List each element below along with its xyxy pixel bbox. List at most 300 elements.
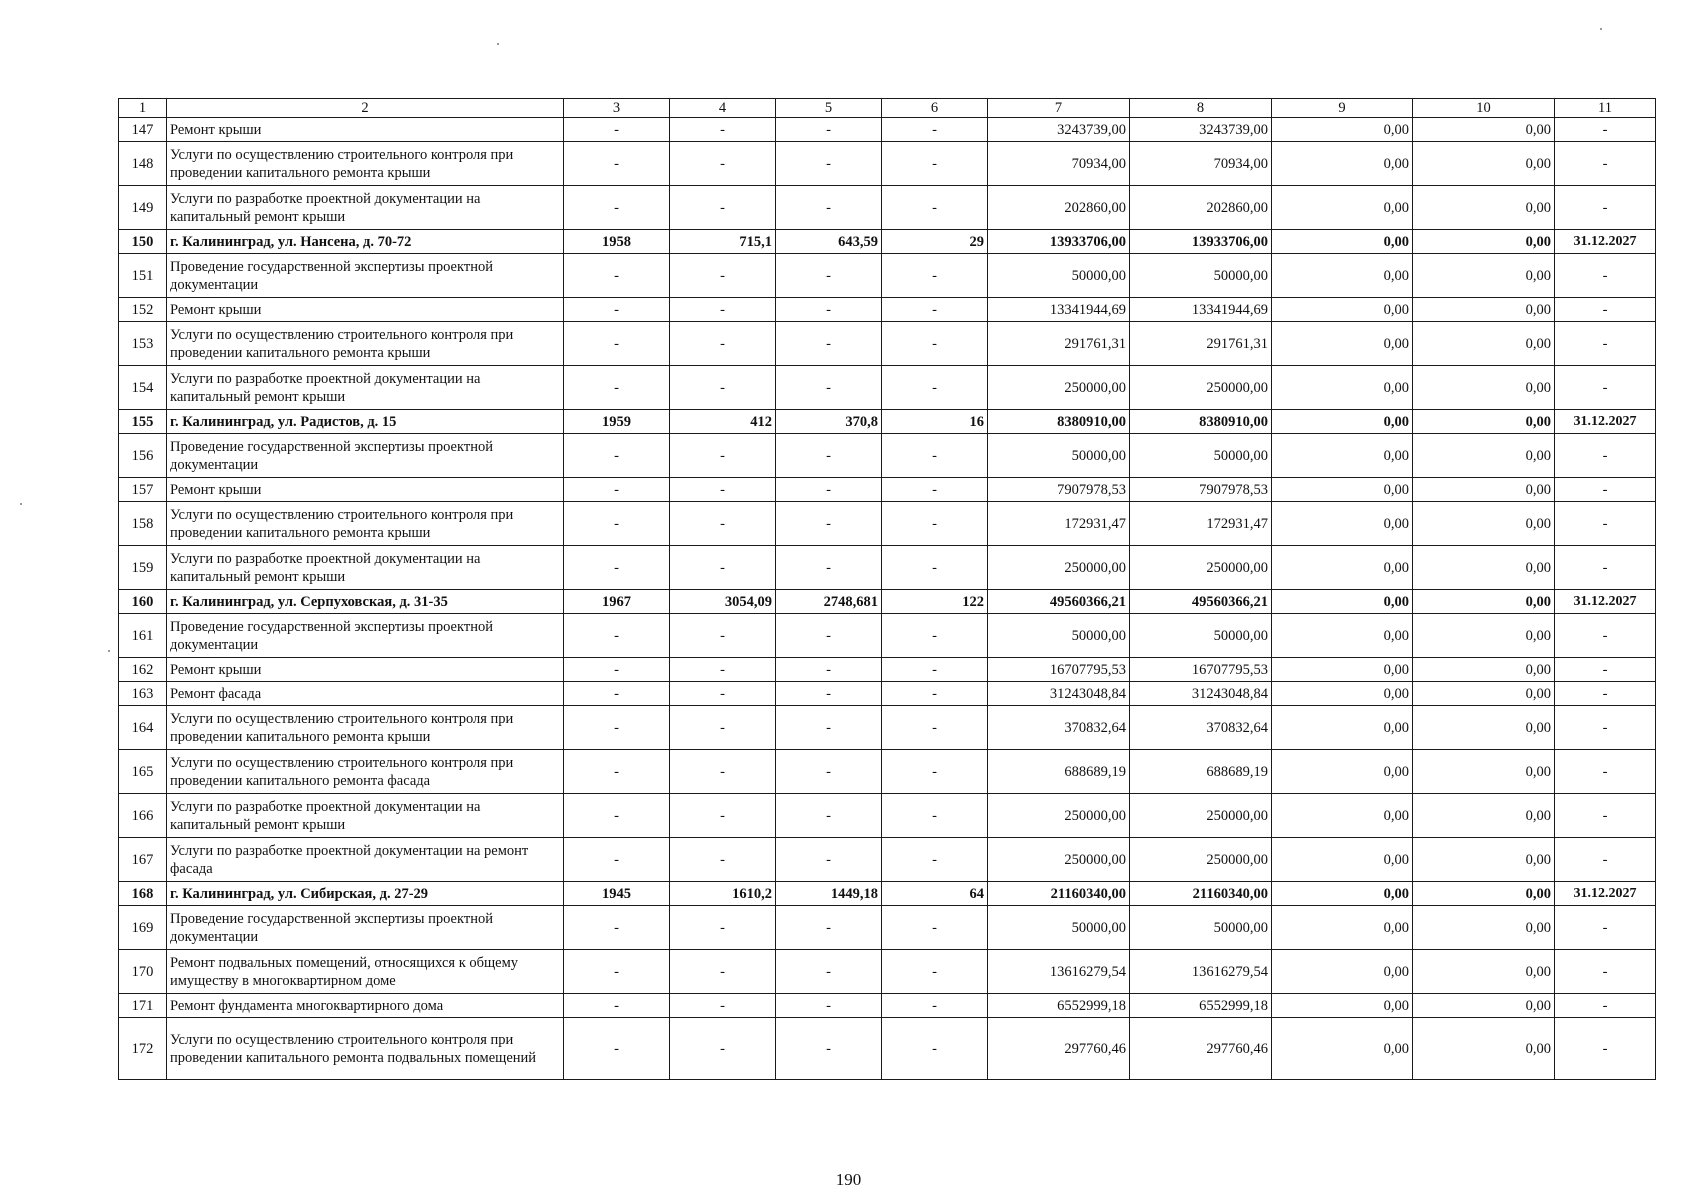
cell-c9: 0,00 [1272,186,1413,230]
address-row [119,882,1656,906]
cell-c3: - [564,1018,670,1080]
cell-c4: 1610,2 [670,882,776,906]
cell-c10: 0,00 [1413,794,1555,838]
cell-c10: 0,00 [1413,298,1555,322]
cell-c6: - [882,434,988,478]
cell-n: 167 [119,838,167,882]
cell-n: 153 [119,322,167,366]
cell-c7: 688689,19 [988,750,1130,794]
cell-c10: 0,00 [1413,658,1555,682]
cell-c6: - [882,186,988,230]
cell-c11: - [1555,298,1656,322]
cell-c4: - [670,950,776,994]
cell-c8: 49560366,21 [1130,590,1272,614]
cell-c6: - [882,546,988,590]
cell-c9: 0,00 [1272,546,1413,590]
cell-c5: - [776,434,882,478]
cell-c6: - [882,906,988,950]
header-cell: 9 [1272,99,1413,118]
table-row [119,614,1656,658]
cell-c3: 1945 [564,882,670,906]
cell-c6: - [882,614,988,658]
cell-c8: 6552999,18 [1130,994,1272,1018]
cell-c7: 49560366,21 [988,590,1130,614]
cell-c9: 0,00 [1272,906,1413,950]
cell-n: 162 [119,658,167,682]
cell-c6: - [882,658,988,682]
cell-name: Услуги по разработке проектной документации на капитальный ремонт крыши [167,366,564,410]
cell-name: Ремонт крыши [167,478,564,502]
cell-c6: - [882,478,988,502]
cell-c8: 13341944,69 [1130,298,1272,322]
cell-c8: 688689,19 [1130,750,1272,794]
cell-n: 150 [119,230,167,254]
cell-c9: 0,00 [1272,322,1413,366]
cell-name: Услуги по осуществлению строительного контроля при проведении капитального ремонта подвальных помещений [167,1018,564,1080]
cell-c10: 0,00 [1413,118,1555,142]
cell-name: Услуги по осуществлению строительного контроля при проведении капитального ремонта крыши [167,502,564,546]
cell-c5: 643,59 [776,230,882,254]
cell-c8: 3243739,00 [1130,118,1272,142]
cell-c7: 7907978,53 [988,478,1130,502]
cell-c11: - [1555,838,1656,882]
cell-c10: 0,00 [1413,906,1555,950]
cell-c3: - [564,614,670,658]
cell-c9: 0,00 [1272,706,1413,750]
cell-name: Услуги по разработке проектной документации на капитальный ремонт крыши [167,546,564,590]
cell-c6: 29 [882,230,988,254]
cell-c5: 370,8 [776,410,882,434]
cell-name: Услуги по осуществлению строительного контроля при проведении капитального ремонта крыши [167,706,564,750]
cell-c5: - [776,838,882,882]
cell-c8: 291761,31 [1130,322,1272,366]
cell-c10: 0,00 [1413,614,1555,658]
cell-c7: 6552999,18 [988,994,1130,1018]
cell-c3: - [564,322,670,366]
cell-c8: 70934,00 [1130,142,1272,186]
cell-n: 165 [119,750,167,794]
cell-c5: - [776,502,882,546]
cell-c5: - [776,950,882,994]
cell-c10: 0,00 [1413,478,1555,502]
cell-c6: - [882,994,988,1018]
cell-name: Проведение государственной экспертизы проектной документации [167,614,564,658]
cell-c4: - [670,298,776,322]
cell-c6: - [882,750,988,794]
cell-c10: 0,00 [1413,882,1555,906]
table-row [119,502,1656,546]
cell-c8: 50000,00 [1130,906,1272,950]
cell-c3: - [564,434,670,478]
cell-c4: - [670,478,776,502]
cell-c9: 0,00 [1272,794,1413,838]
cell-c9: 0,00 [1272,1018,1413,1080]
cell-n: 170 [119,950,167,994]
cell-c6: - [882,366,988,410]
cell-c6: - [882,950,988,994]
cell-c3: - [564,994,670,1018]
cell-c7: 13933706,00 [988,230,1130,254]
scan-speck [20,503,22,505]
cell-c7: 16707795,53 [988,658,1130,682]
address-row [119,590,1656,614]
cell-c10: 0,00 [1413,838,1555,882]
cell-c11: - [1555,950,1656,994]
cell-c11: - [1555,142,1656,186]
cell-c7: 250000,00 [988,794,1130,838]
cell-n: 169 [119,906,167,950]
cell-c8: 21160340,00 [1130,882,1272,906]
cell-c8: 7907978,53 [1130,478,1272,502]
cell-c9: 0,00 [1272,750,1413,794]
cell-c10: 0,00 [1413,254,1555,298]
table-row [119,298,1656,322]
cell-c11: 31.12.2027 [1555,590,1656,614]
table-row [119,254,1656,298]
header-cell: 11 [1555,99,1656,118]
cell-name: г. Калининград, ул. Радистов, д. 15 [167,410,564,434]
table-row [119,478,1656,502]
cell-c11: - [1555,186,1656,230]
cell-c6: 122 [882,590,988,614]
cell-c4: 3054,09 [670,590,776,614]
cell-c6: 16 [882,410,988,434]
cell-c6: - [882,118,988,142]
cell-c4: - [670,322,776,366]
table-body [119,99,1656,1080]
table-row [119,366,1656,410]
cell-n: 154 [119,366,167,410]
cell-c4: - [670,794,776,838]
cell-c6: - [882,838,988,882]
cell-c8: 250000,00 [1130,794,1272,838]
cell-c6: - [882,502,988,546]
table-row [119,434,1656,478]
cell-c3: 1959 [564,410,670,434]
cell-c10: 0,00 [1413,230,1555,254]
cell-c7: 250000,00 [988,838,1130,882]
cell-c9: 0,00 [1272,118,1413,142]
cell-c9: 0,00 [1272,478,1413,502]
cell-name: Ремонт фундамента многоквартирного дома [167,994,564,1018]
cell-c10: 0,00 [1413,410,1555,434]
cell-c3: - [564,366,670,410]
cell-c10: 0,00 [1413,546,1555,590]
cell-c11: - [1555,794,1656,838]
header-cell: 7 [988,99,1130,118]
cell-c11: - [1555,994,1656,1018]
cell-name: Ремонт крыши [167,298,564,322]
cell-n: 171 [119,994,167,1018]
cell-c4: - [670,434,776,478]
cell-c9: 0,00 [1272,410,1413,434]
cell-c9: 0,00 [1272,882,1413,906]
cell-c9: 0,00 [1272,838,1413,882]
cell-c3: - [564,682,670,706]
cell-c9: 0,00 [1272,614,1413,658]
cell-c11: - [1555,906,1656,950]
cell-c4: - [670,546,776,590]
cell-c11: 31.12.2027 [1555,410,1656,434]
table-row [119,682,1656,706]
cell-c8: 250000,00 [1130,366,1272,410]
header-cell: 2 [167,99,564,118]
cell-n: 147 [119,118,167,142]
cell-c9: 0,00 [1272,658,1413,682]
cell-c4: - [670,1018,776,1080]
page-number: 190 [835,1170,862,1189]
cell-name: Услуги по осуществлению строительного контроля при проведении капитального ремонта крыши [167,322,564,366]
cell-c5: - [776,322,882,366]
cell-c7: 50000,00 [988,254,1130,298]
cell-n: 158 [119,502,167,546]
cell-c6: - [882,142,988,186]
cell-c4: - [670,142,776,186]
cell-c5: - [776,794,882,838]
cell-c3: - [564,658,670,682]
cell-c4: - [670,706,776,750]
cell-n: 164 [119,706,167,750]
table-row [119,838,1656,882]
cell-n: 148 [119,142,167,186]
cell-c9: 0,00 [1272,590,1413,614]
cell-c3: - [564,254,670,298]
cell-c9: 0,00 [1272,298,1413,322]
cell-c8: 8380910,00 [1130,410,1272,434]
cell-c3: - [564,502,670,546]
cell-c5: - [776,142,882,186]
cell-c8: 50000,00 [1130,614,1272,658]
cell-n: 159 [119,546,167,590]
cell-c7: 13341944,69 [988,298,1130,322]
cell-c7: 50000,00 [988,906,1130,950]
cell-n: 157 [119,478,167,502]
cell-c7: 370832,64 [988,706,1130,750]
cell-c8: 16707795,53 [1130,658,1272,682]
cell-n: 156 [119,434,167,478]
cell-name: Ремонт крыши [167,658,564,682]
header-cell: 3 [564,99,670,118]
cell-c7: 50000,00 [988,434,1130,478]
cell-c11: - [1555,658,1656,682]
cell-n: 163 [119,682,167,706]
capital-repair-table [118,98,1656,1080]
cell-c11: - [1555,750,1656,794]
cell-c10: 0,00 [1413,322,1555,366]
cell-c5: - [776,682,882,706]
cell-c3: - [564,794,670,838]
cell-c8: 31243048,84 [1130,682,1272,706]
cell-c4: 715,1 [670,230,776,254]
cell-c11: - [1555,706,1656,750]
cell-c4: - [670,838,776,882]
cell-c6: - [882,682,988,706]
cell-c7: 31243048,84 [988,682,1130,706]
cell-c11: 31.12.2027 [1555,882,1656,906]
cell-name: Услуги по осуществлению строительного контроля при проведении капитального ремонта фасада [167,750,564,794]
cell-name: Услуги по разработке проектной документации на капитальный ремонт крыши [167,186,564,230]
cell-c4: - [670,750,776,794]
cell-c8: 13616279,54 [1130,950,1272,994]
header-cell: 1 [119,99,167,118]
cell-c4: - [670,994,776,1018]
cell-c10: 0,00 [1413,682,1555,706]
cell-c7: 250000,00 [988,546,1130,590]
cell-c3: - [564,118,670,142]
cell-name: Проведение государственной экспертизы проектной документации [167,906,564,950]
cell-name: Ремонт фасада [167,682,564,706]
header-cell: 5 [776,99,882,118]
cell-c4: 412 [670,410,776,434]
cell-c5: - [776,546,882,590]
cell-c9: 0,00 [1272,994,1413,1018]
column-number-header [119,99,1656,118]
cell-c5: - [776,478,882,502]
cell-c10: 0,00 [1413,502,1555,546]
cell-c8: 50000,00 [1130,434,1272,478]
cell-c5: 1449,18 [776,882,882,906]
cell-c3: - [564,750,670,794]
cell-c11: - [1555,546,1656,590]
table-row [119,118,1656,142]
cell-n: 149 [119,186,167,230]
cell-c5: - [776,706,882,750]
cell-c3: - [564,478,670,502]
cell-c3: - [564,142,670,186]
cell-name: Услуги по разработке проектной документации на капитальный ремонт крыши [167,794,564,838]
cell-n: 166 [119,794,167,838]
cell-c10: 0,00 [1413,186,1555,230]
cell-c6: - [882,254,988,298]
cell-c5: - [776,906,882,950]
cell-c9: 0,00 [1272,366,1413,410]
cell-c9: 0,00 [1272,502,1413,546]
table-row [119,322,1656,366]
cell-c7: 8380910,00 [988,410,1130,434]
cell-name: Услуги по осуществлению строительного контроля при проведении капитального ремонта крыши [167,142,564,186]
cell-c4: - [670,186,776,230]
header-cell: 4 [670,99,776,118]
cell-name: Услуги по разработке проектной документации на ремонт фасада [167,838,564,882]
cell-name: Ремонт крыши [167,118,564,142]
cell-c10: 0,00 [1413,994,1555,1018]
cell-c5: - [776,614,882,658]
table-row [119,794,1656,838]
cell-c4: - [670,502,776,546]
table-row [119,950,1656,994]
cell-c7: 3243739,00 [988,118,1130,142]
cell-c4: - [670,614,776,658]
cell-c9: 0,00 [1272,230,1413,254]
cell-c3: - [564,546,670,590]
cell-c7: 13616279,54 [988,950,1130,994]
table-row [119,906,1656,950]
address-row [119,410,1656,434]
cell-c8: 297760,46 [1130,1018,1272,1080]
cell-c5: - [776,1018,882,1080]
cell-c6: 64 [882,882,988,906]
cell-c5: - [776,994,882,1018]
cell-c5: - [776,750,882,794]
cell-c7: 250000,00 [988,366,1130,410]
cell-c11: - [1555,682,1656,706]
cell-c8: 202860,00 [1130,186,1272,230]
cell-c3: - [564,906,670,950]
cell-n: 161 [119,614,167,658]
cell-c11: - [1555,614,1656,658]
cell-c3: - [564,706,670,750]
cell-c10: 0,00 [1413,1018,1555,1080]
cell-c6: - [882,706,988,750]
cell-c7: 70934,00 [988,142,1130,186]
cell-name: г. Калининград, ул. Сибирская, д. 27-29 [167,882,564,906]
cell-c7: 21160340,00 [988,882,1130,906]
cell-c10: 0,00 [1413,590,1555,614]
cell-c11: - [1555,478,1656,502]
cell-c11: - [1555,254,1656,298]
cell-c9: 0,00 [1272,434,1413,478]
cell-c9: 0,00 [1272,254,1413,298]
cell-c11: - [1555,118,1656,142]
cell-c3: - [564,838,670,882]
cell-c11: - [1555,434,1656,478]
table-row [119,658,1656,682]
cell-c11: - [1555,1018,1656,1080]
cell-c3: 1958 [564,230,670,254]
cell-c3: 1967 [564,590,670,614]
cell-c7: 291761,31 [988,322,1130,366]
cell-n: 168 [119,882,167,906]
cell-c5: - [776,186,882,230]
table-row [119,142,1656,186]
cell-c11: - [1555,502,1656,546]
header-cell: 10 [1413,99,1555,118]
cell-n: 152 [119,298,167,322]
table-row [119,706,1656,750]
cell-c10: 0,00 [1413,434,1555,478]
cell-name: Проведение государственной экспертизы проектной документации [167,254,564,298]
cell-c5: - [776,658,882,682]
cell-c6: - [882,1018,988,1080]
cell-c11: 31.12.2027 [1555,230,1656,254]
cell-c10: 0,00 [1413,750,1555,794]
cell-c6: - [882,322,988,366]
cell-c8: 250000,00 [1130,838,1272,882]
cell-c7: 50000,00 [988,614,1130,658]
cell-c5: - [776,254,882,298]
cell-c5: - [776,118,882,142]
cell-c11: - [1555,322,1656,366]
cell-c3: - [564,298,670,322]
header-cell: 6 [882,99,988,118]
cell-c7: 172931,47 [988,502,1130,546]
cell-c8: 370832,64 [1130,706,1272,750]
cell-n: 155 [119,410,167,434]
table-row [119,994,1656,1018]
table-row [119,186,1656,230]
cell-c10: 0,00 [1413,706,1555,750]
cell-c5: 2748,681 [776,590,882,614]
cell-c3: - [564,186,670,230]
cell-c10: 0,00 [1413,366,1555,410]
cell-c7: 202860,00 [988,186,1130,230]
table-row [119,750,1656,794]
cell-name: г. Калининград, ул. Серпуховская, д. 31-35 [167,590,564,614]
cell-c8: 172931,47 [1130,502,1272,546]
cell-c3: - [564,950,670,994]
cell-c8: 13933706,00 [1130,230,1272,254]
cell-c6: - [882,298,988,322]
